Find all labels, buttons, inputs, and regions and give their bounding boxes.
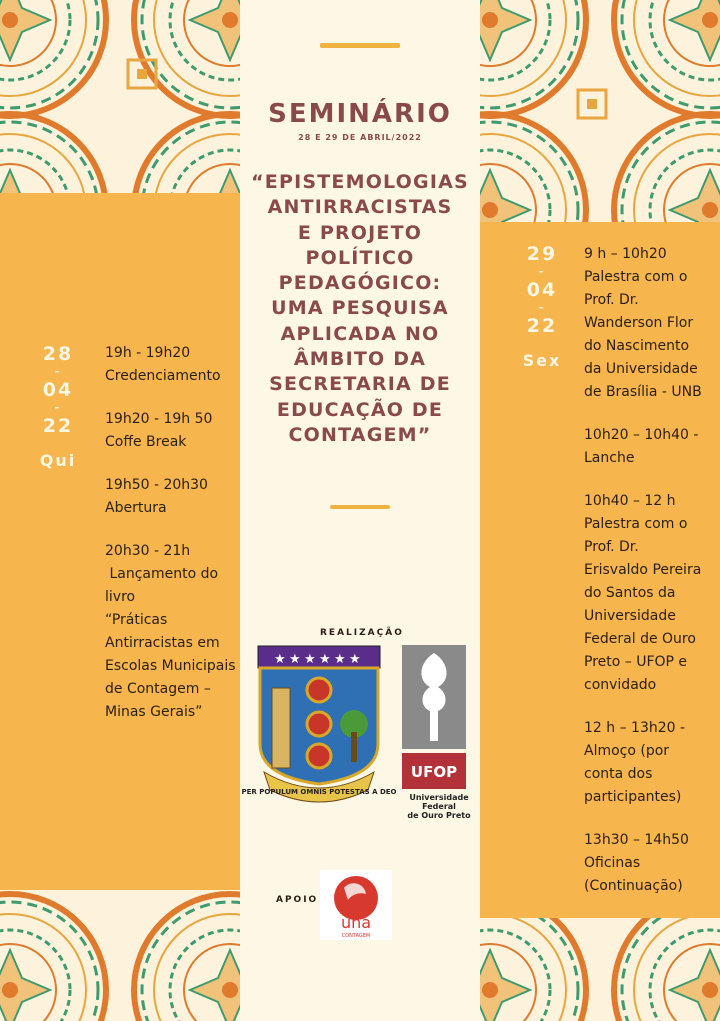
svg-text:★: ★ xyxy=(304,652,316,667)
svg-text:★: ★ xyxy=(349,652,361,667)
una-sub: CONTAGEM xyxy=(341,933,371,939)
schedule-item: 19h20 - 19h 50 Coffe Break xyxy=(105,411,213,450)
crest-motto: PER POPULUM OMNIS POTESTAS A DEO xyxy=(241,788,397,796)
svg-text:★: ★ xyxy=(334,652,346,667)
schedule-item: 9 h – 10h20 Palestra com o Prof. Dr. Wanderson Flor do Nascimento da Universidade de Brasília - UNB xyxy=(584,246,702,400)
svg-text:★: ★ xyxy=(274,652,286,667)
una-logo xyxy=(320,870,392,940)
ufop-caption: Universidade Federal de Ouro Preto xyxy=(407,793,471,820)
schedule-item: 10h40 – 12 h Palestra com o Prof. Dr. Erisvaldo Pereira do Santos da Universidade Federal de Ouro Preto – UFOP e convidado xyxy=(584,493,702,693)
event-title: SEMINÁRIO xyxy=(268,99,452,129)
day2-schedule xyxy=(584,243,718,918)
day1-date: 28 - 04 - 22 Qui xyxy=(39,343,77,470)
event-theme: “EPISTEMOLOGIAS ANTIRRACISTAS E PROJETO POLÍTICO PEDAGÓGICO: UMA PESQUISA APLICADA NO ÂMBITO DA SECRETARIA DE EDUCAÇÃO DE CONTAGEM” xyxy=(251,171,469,446)
day2-date: 29 - 04 - 22 Sex xyxy=(522,243,562,370)
una-label: una xyxy=(340,913,372,932)
schedule-item: 20h30 - 21h Lançamento do livro “Práticas Antirracistas em Escolas Municipais de Contagem – Minas Gerais” xyxy=(105,543,236,720)
ufop-logo xyxy=(402,645,466,793)
svg-text:★: ★ xyxy=(289,652,301,667)
realizacao-label: REALIZAÇÃO xyxy=(320,628,404,638)
schedule-item: 12 h – 13h20 - Almoço (por conta dos participantes) xyxy=(584,720,686,805)
middle-divider xyxy=(330,505,390,509)
ufop-label: UFOP xyxy=(410,763,458,781)
contagem-crest-logo xyxy=(241,644,397,802)
svg-text:★: ★ xyxy=(319,652,331,667)
schedule-item: 10h20 – 10h40 - Lanche xyxy=(584,427,699,466)
event-date: 28 E 29 DE ABRIL/2022 xyxy=(298,133,422,142)
day2-weekday: Sex xyxy=(522,351,562,370)
day1-weekday: Qui xyxy=(39,451,77,470)
day1-schedule xyxy=(105,342,235,744)
schedule-item: 13h30 – 14h50 Oficinas (Continuação) xyxy=(584,832,689,894)
apoio-label: APOIO xyxy=(276,895,319,905)
schedule-item: 19h50 - 20h30 Abertura xyxy=(105,477,208,516)
center-column xyxy=(240,0,480,1021)
schedule-item: 19h - 19h20 Credenciamento xyxy=(105,345,221,384)
top-divider xyxy=(320,43,400,48)
